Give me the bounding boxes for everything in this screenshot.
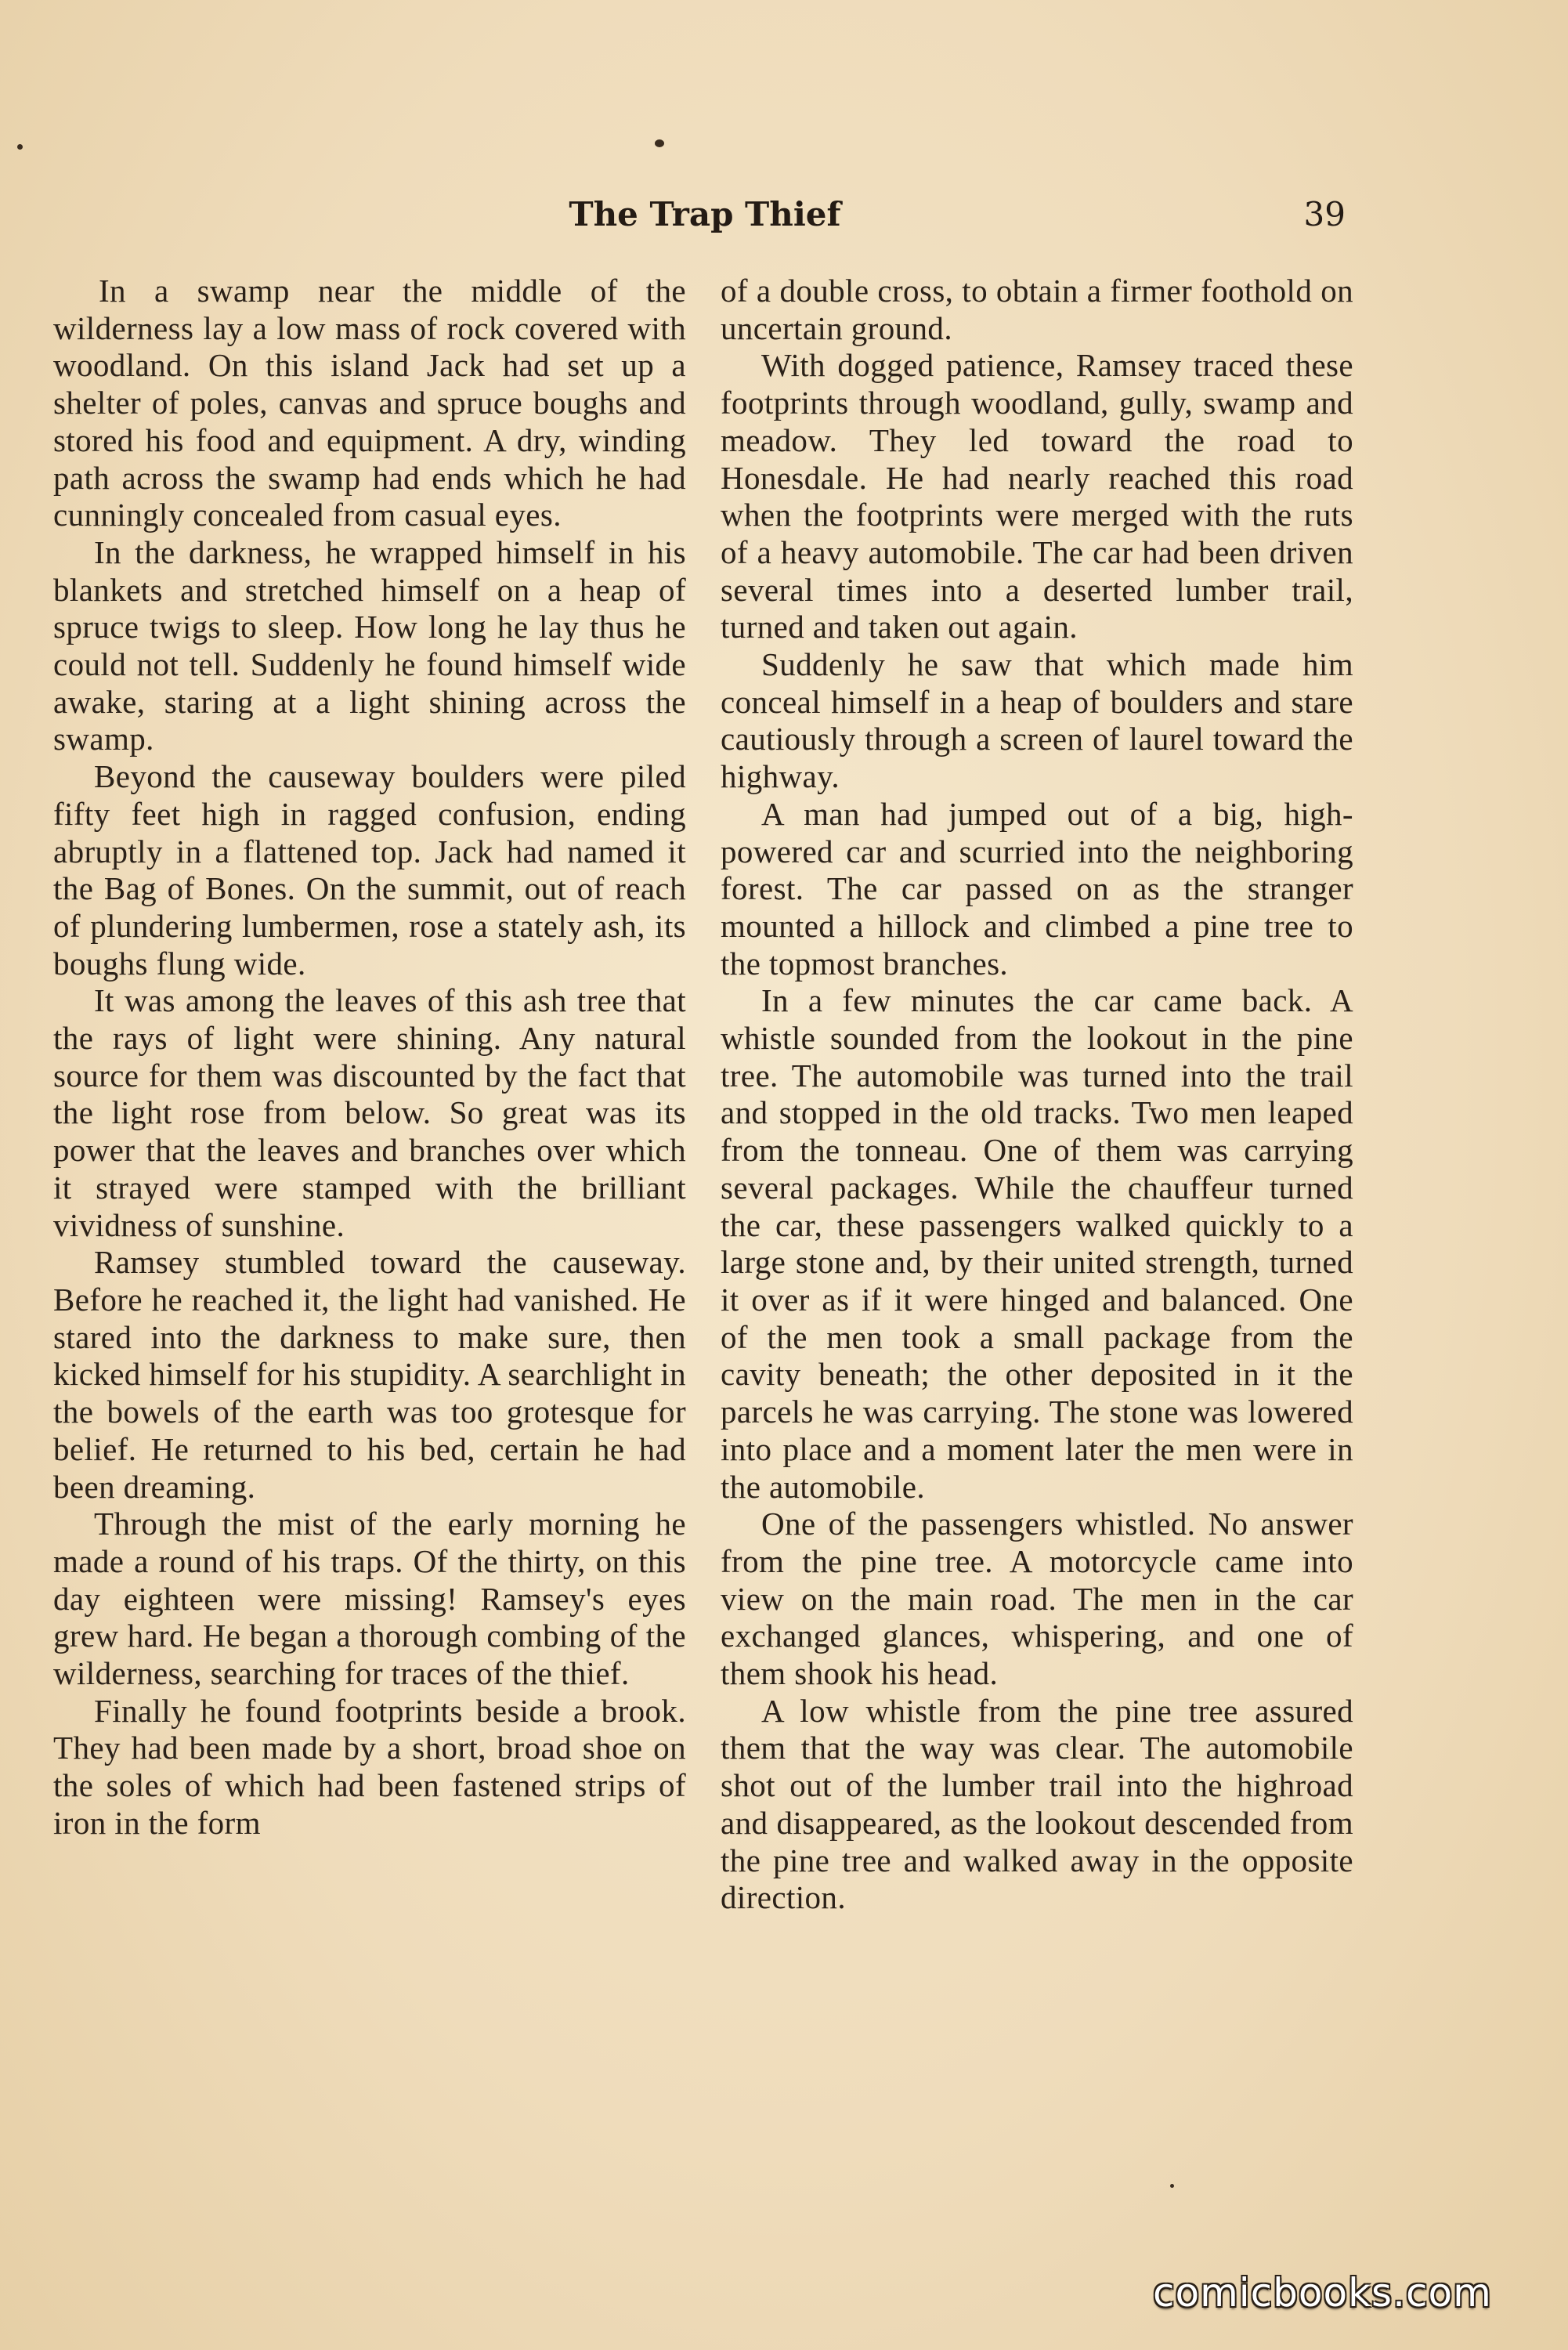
paper-speck [1170, 2184, 1174, 2188]
paragraph: One of the passengers whistled. No answer from the pine tree. A motorcycle came into view on the main road. The men in the car exchanged glances, whispering, and one of them shook his head. [721, 1506, 1353, 1692]
paragraph: Through the mist of the early morning he made a round of his traps. Of the thirty, on this day eighteen were missing! Ramsey's eyes grew hard. He began a thorough combing of the wilderness, searching for traces of the thief. [53, 1506, 686, 1692]
paragraph: of a double cross, to obtain a firmer foothold on uncertain ground. [721, 273, 1353, 346]
paper-speck [655, 139, 664, 147]
paragraph: Suddenly he saw that which made him conceal himself in a heap of boulders and stare cautiously through a screen of laurel toward the highway. [721, 646, 1353, 795]
page-number: 39 [1303, 195, 1346, 233]
left-column [53, 273, 686, 1842]
paragraph: In a few minutes the car came back. A whistle sounded from the lookout in the pine tree. The automobile was turned into the trail and stopped in the old tracks. Two men leaped from the tonneau. One of them was carrying several packages. While the chauffeur turned the car, these passengers walked quickly to a large stone and, by their united strength, turned it over as if it were hinged and balanced. One of the men took a small package from the cavity beneath; the other deposited in it the parcels he was carrying. The stone was lowered into place and a moment later the men were in the automobile. [721, 982, 1353, 1505]
paragraph: A low whistle from the pine tree assured them that the way was clear. The automobile shot out of the lumber trail into the highroad and disappeared, as the lookout descended from the pine tree and walked away in the opposite direction. [721, 1692, 1353, 1916]
paragraph: In the darkness, he wrapped himself in his blankets and stretched himself on a heap of spruce twigs to sleep. How long he lay thus he could not tell. Suddenly he found himself wide awake, staring at a light shining across the swamp. [53, 533, 686, 757]
paragraph: Finally he found footprints beside a brook. They had been made by a short, broad shoe on the soles of which had been fastened strips of iron in the form [53, 1692, 686, 1841]
paragraph: It was among the leaves of this ash tree that the rays of light were shining. Any natural source for them was discounted by the fact that the light rose from below. So great was its power that the leaves and branches over which it strayed were stamped with the brilliant vividness of sunshine. [53, 982, 686, 1243]
paragraph: A man had jumped out of a big, high-powered car and scurried into the neighboring forest. The car passed on as the stranger mounted a hillock and climbed a pine tree to the topmost branches. [721, 795, 1353, 982]
paragraph: With dogged patience, Ramsey traced these footprints through woodland, gully, swamp and meadow. They led toward the road to Honesdale. He had nearly reached this road when the footprints were merged with the ruts of a heavy automobile. The car had been driven several times into a deserted lumber trail, turned and taken out again. [721, 347, 1353, 645]
running-head-title: The Trap Thief [569, 195, 841, 233]
paper-speck [17, 144, 23, 150]
right-column [721, 273, 1353, 1917]
watermark-logo: comicbooks.com [1153, 2270, 1492, 2316]
paragraph: Beyond the causeway boulders were piled fifty feet high in ragged confusion, ending abruptly in a flattened top. Jack had named it the Bag of Bones. On the summit, out of reach of plundering lumbermen, rose a stately ash, its boughs flung wide. [53, 758, 686, 982]
paragraph: In a swamp near the middle of the wilderness lay a low mass of rock covered with woodland. On this island Jack had set up a shelter of poles, canvas and spruce boughs and stored his food and equipment. A dry, winding path across the swamp had ends which he had cunningly concealed from casual eyes. [53, 273, 686, 533]
paragraph: Ramsey stumbled toward the causeway. Before he reached it, the light had vanished. He stared into the darkness to make sure, then kicked himself for his stupidity. A searchlight in the bowels of the earth was too grotesque for belief. He returned to his bed, certain he had been dreaming. [53, 1244, 686, 1505]
